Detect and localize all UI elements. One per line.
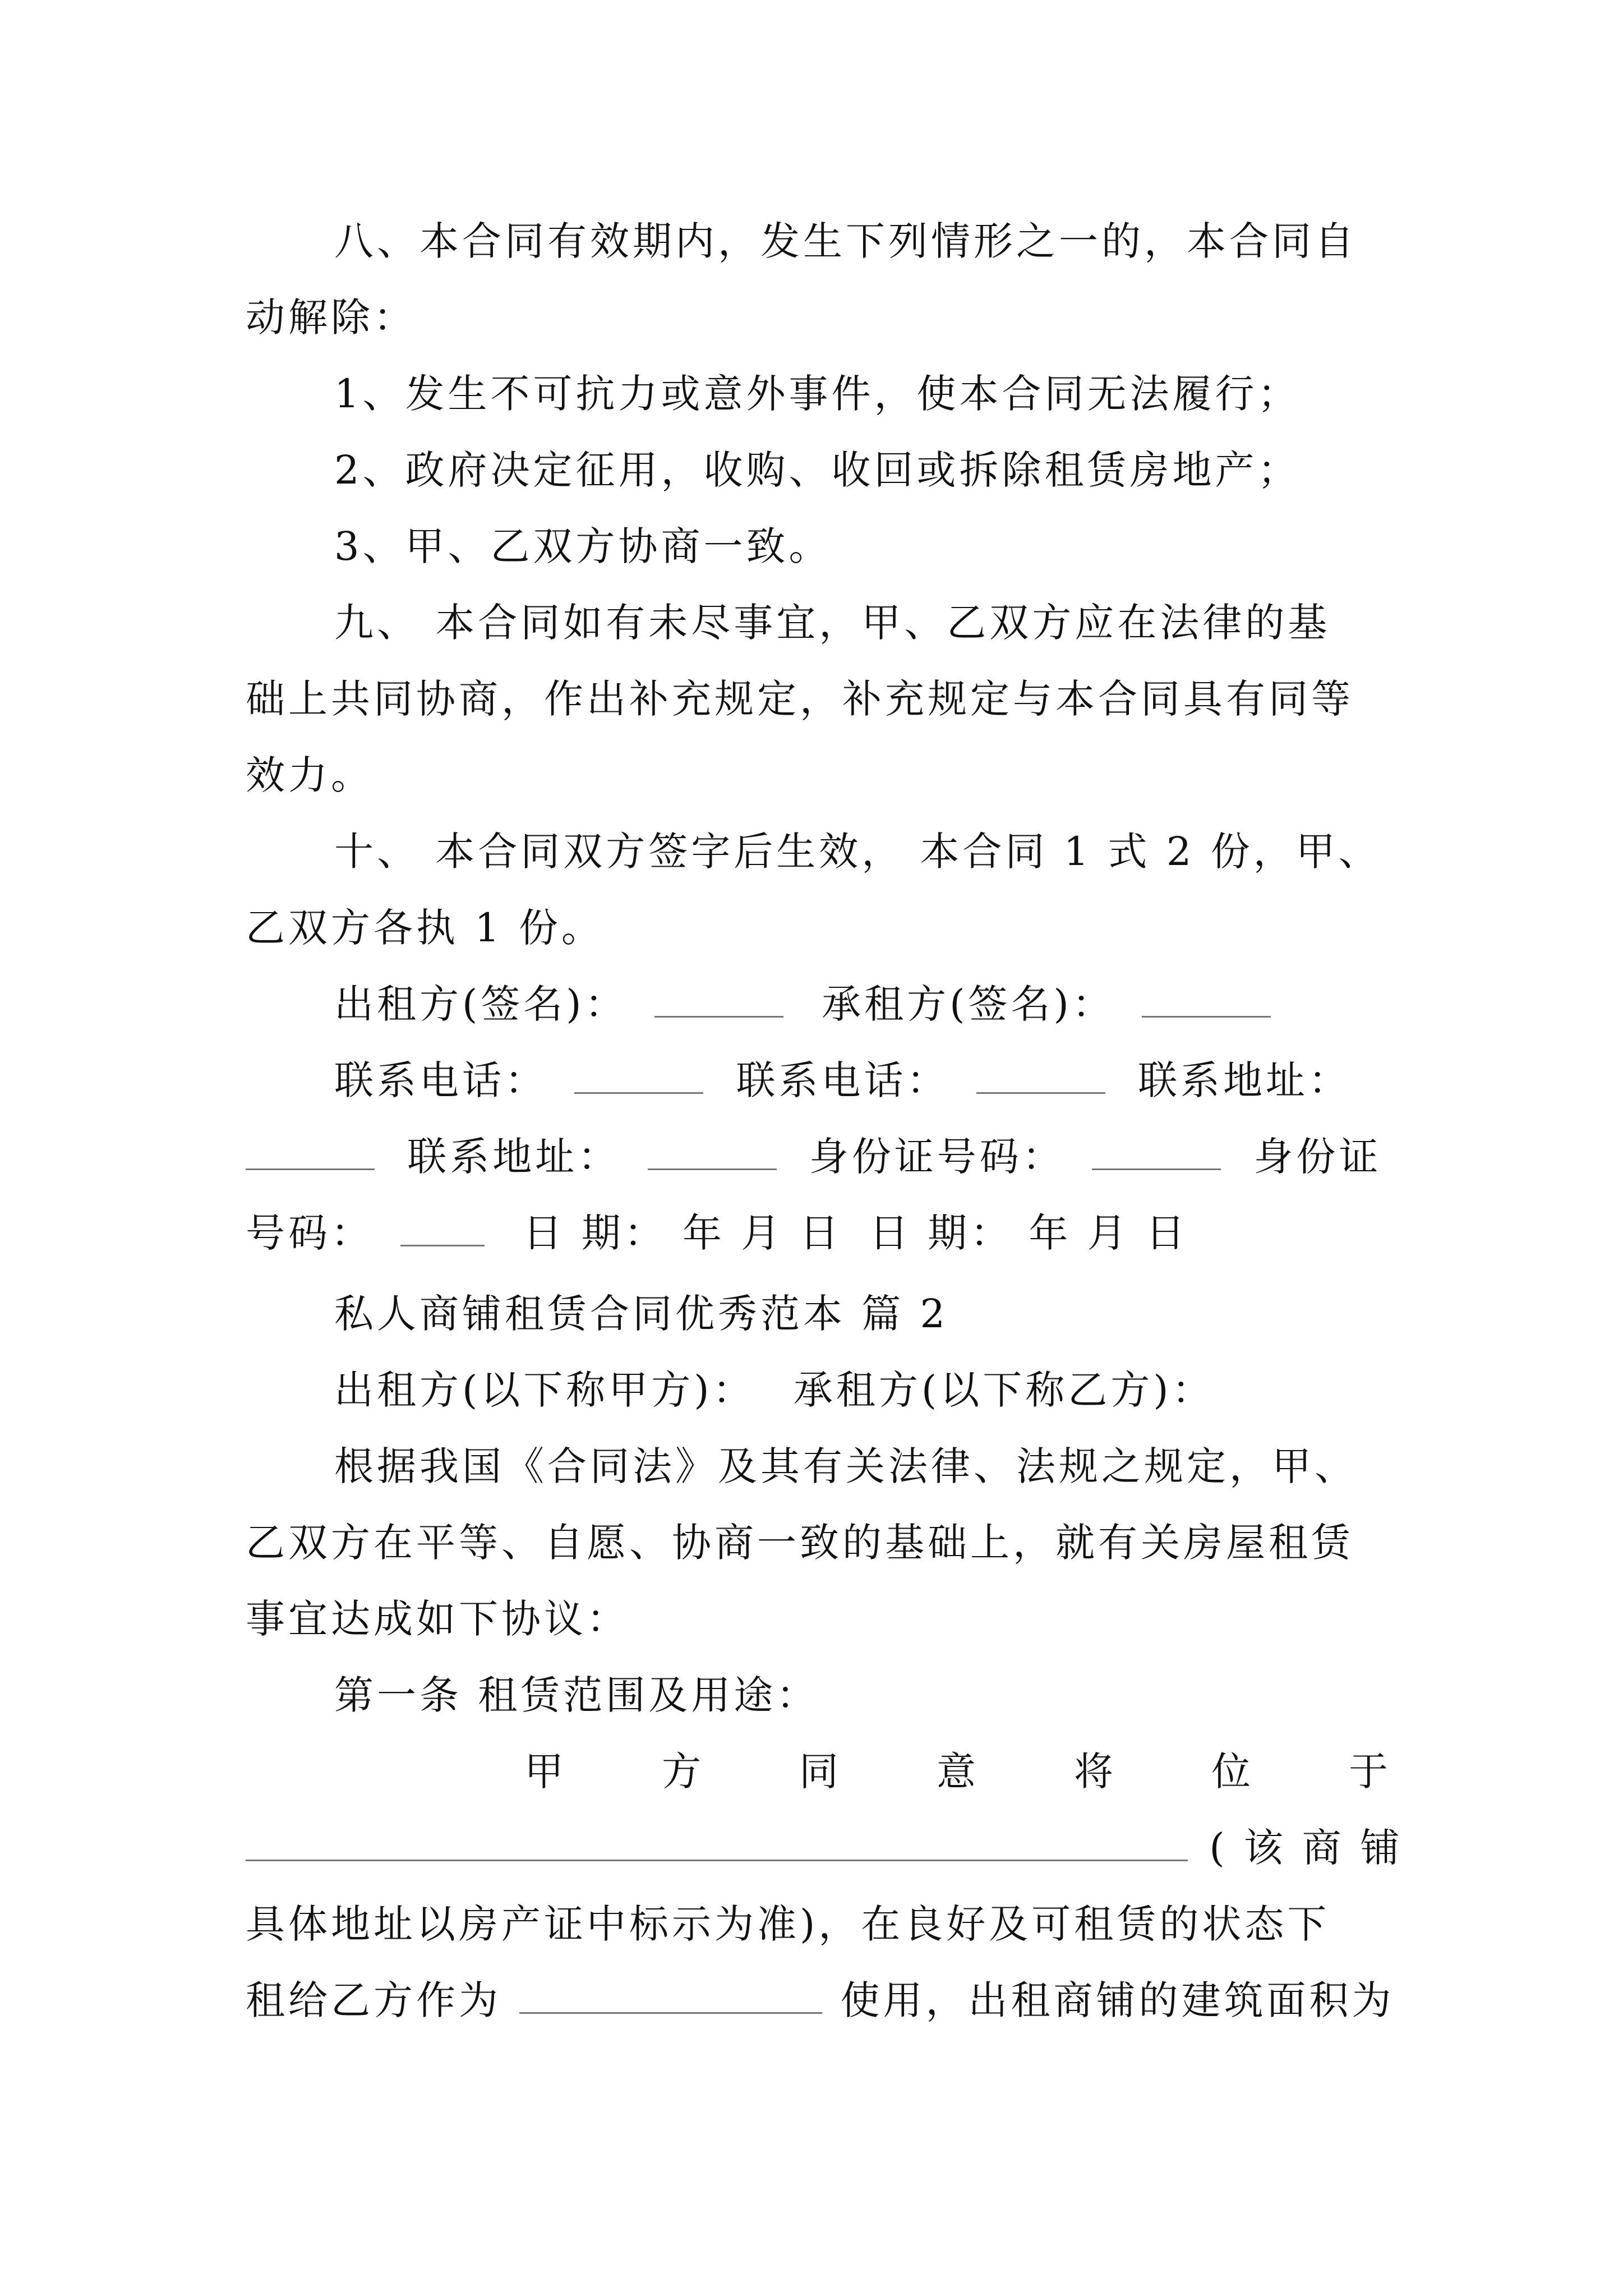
lessee-id-blank <box>400 1210 485 1246</box>
clause-9-line-2: 础上共同协商，作出补充规定，补充规定与本合同具有同等 <box>246 676 1354 722</box>
contact-row-3 <box>0 1194 1623 1272</box>
lessor-signature-label: 出租方(签名)： <box>334 981 628 1027</box>
signature-row <box>0 965 1623 1043</box>
contract-2-heading: 私人商铺租赁合同优秀范本 篇 2 <box>334 1291 949 1337</box>
usage-blank <box>519 1977 822 2014</box>
clause-8-item-1: 1、发生不可抗力或意外事件，使本合同无法履行； <box>334 371 1301 417</box>
lessee-phone-label: 联系电话： <box>736 1057 949 1103</box>
article-1-address-line: (该商铺 <box>0 1809 1623 1887</box>
clause-8-line-1 <box>0 202 1623 280</box>
lessee-date: 日 期： 年 月 日 <box>869 1210 1188 1256</box>
lessor-id-label: 身份证号码： <box>809 1134 1065 1180</box>
article-1-line-4: 租给乙方作为 使用，出租商铺的建筑面积为 <box>246 1977 1395 2023</box>
lessor-address-label: 联系地址： <box>1138 1057 1352 1103</box>
clause-8-item-2: 2、政府决定征用，收购、收回或拆除租赁房地产； <box>334 447 1301 493</box>
party-b-label: 承租方(以下称乙方)： <box>793 1367 1215 1413</box>
shop-address-blank <box>246 1825 1188 1861</box>
party-a-label: 出租方(以下称甲方)： <box>334 1367 755 1413</box>
lessor-phone-label: 联系电话： <box>334 1057 547 1103</box>
lessor-address-blank <box>246 1134 375 1170</box>
clause-10-line-1: 十、 本合同双方签字后生效， 本合同 1 式 2 份，甲、 <box>334 829 1381 875</box>
article-1-line-3: 具体地址以房产证中标示为准)，在良好及可租赁的状态下 <box>246 1901 1330 1947</box>
lessee-signature-blank <box>1142 981 1271 1018</box>
clause-9-line-1: 九、 本合同如有未尽事宜，甲、乙双方应在法律的基 <box>334 600 1331 646</box>
contract-2-parties <box>0 1351 1623 1429</box>
preamble-line-3: 事宜达成如下协议： <box>246 1596 629 1642</box>
clause-8-text-cont: 动解除： <box>246 295 416 341</box>
lessee-id-label-cont: 号码： <box>246 1210 374 1256</box>
lessor-date: 日 期： 年 月 日 <box>523 1210 842 1256</box>
clause-8-text: 八、本合同有效期内，发生下列情形之一的，本合同自 <box>334 218 1357 264</box>
lessor-signature-blank <box>654 981 783 1018</box>
clause-8-line-2 <box>0 278 1623 357</box>
lessee-id-label: 身份证 <box>1253 1134 1382 1180</box>
article-1-heading: 第一条 租赁范围及用途： <box>334 1672 819 1718</box>
contact-row-1 <box>0 1041 1623 1120</box>
clause-10-line-2: 乙双方各执 1 份。 <box>246 905 605 951</box>
lessee-phone-blank <box>976 1057 1105 1094</box>
lessee-signature-label: 承租方(签名)： <box>822 981 1115 1027</box>
preamble-line-1: 根据我国《合同法》及其有关法律、法规之规定，甲、 <box>334 1443 1357 1489</box>
lessor-phone-blank <box>574 1057 703 1094</box>
article-1-spread-line: 甲 方 同 意 将 位 于 <box>524 1749 1391 1795</box>
lessor-id-blank <box>1092 1134 1221 1170</box>
clause-9-line-3: 效力。 <box>246 752 374 798</box>
clause-8-item-3: 3、甲、乙双方协商一致。 <box>334 523 832 569</box>
lessee-address-label: 联系地址： <box>407 1134 621 1180</box>
lessee-address-blank <box>648 1134 777 1170</box>
preamble-line-2: 乙双方在平等、自愿、协商一致的基础上，就有关房屋租赁 <box>246 1520 1354 1566</box>
contact-row-2 <box>0 1117 1623 1196</box>
